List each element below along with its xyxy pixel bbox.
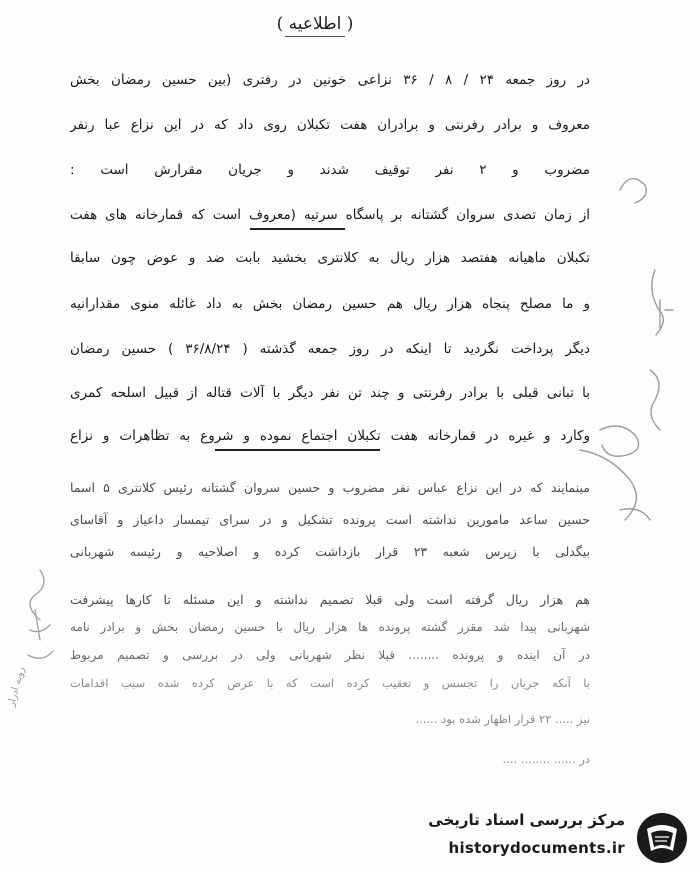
text-line-10: مینمایند که در این نزاع عباس نفر مضروب و حسین سروان گشتانه رئیس کلانتری ۵ اسما [70,480,590,495]
archive-name-fa: مرکز بررسی اسناد تاریخی [428,811,625,829]
margin-note-left: روبه ادرار [6,665,28,708]
text-line-3: مضروب و ۲ نفر توقیف شدند و جریان مقرارش است : [70,162,590,178]
title-underline [285,36,345,37]
right-margin-handwriting [560,150,700,570]
text-line-11: حسین ساعد مامورین نداشته است پرونده تشکیل و در سرای تیمسار داعیاز و آقاسای [70,512,590,527]
document-title: ( اطلاعیه ) [276,14,354,34]
underline-mark-1 [250,228,345,230]
text-line-14: شهربانی پیدا شد مقرر گشته پرونده ها هزار ریال با حسین رمضان بخش و برادر نامه [70,620,590,634]
text-line-17: نیز ..... ۲۲ قرار اظهار شده بود ...... [415,712,590,726]
underline-mark-2 [215,449,380,451]
text-line-6: و ما مصلح پنجاه هزار ریال هم حسین رمضان بخش به داد غائله منوی مقدارانیه [70,296,590,312]
text-line-16: با آنکه جریان را تجسس و تعقیب کرده است که با عرض کرده شده سبب اقدامات [70,676,590,690]
archive-emblem-icon [635,811,689,865]
text-line-18: در ...... ........ .... [502,752,590,766]
text-line-15: در آن اینده و پرونده ........ قبلا نظر شهربانی ولی در بررسی و تصمیم مربوط [70,648,590,662]
text-line-12: بیگدلی با زپرس شعبه ۲۳ قرار بازداشت کرده و اصلاحیه و رئیسه شهربانی [70,544,590,559]
archive-logo [410,807,695,867]
text-line-13: هم هزار ریال گرفته است ولی قبلا تصمیم نداشته و این مسئله تا کارها پیشرفت [70,592,590,607]
text-line-7: دیگر پرداخت نگردید تا اینکه در روز جمعه گذشته ( ۳۶/۸/۲۴ ) حسین رمضان [70,341,590,357]
archive-website: historydocuments.ir [448,839,625,857]
text-line-1: در روز جمعه ۲۴ / ۸ / ۳۶ نزاعی خونین در رفتری (بین حسین رمضان بخش [70,72,590,88]
text-line-2: معروف و برادر رفرنتی و برادران هفت تکبلان روی داد که در این نزاع عبا رنفر [70,117,590,133]
text-line-8: با تبانی قبلی با برادر رفرنتی و چند تن نفر دیگر با آلات قتاله از قبیل اسلحه کمری [70,385,590,401]
text-line-4: از زمان تصدی سروان گشتانه بر پاسگاه سرتیه (معروف است که قمارخانه های هفت [70,207,590,223]
text-line-5: تکبلان ماهیانه هفتصد هزار ریال به کلانتری بخشید بابت ضد و عوض چون سابقا [70,250,590,266]
text-line-9: وکارد و غیره در قمارخانه هفت تکبلان اجتماع نموده و شروع به تظاهرات و نزاع [70,428,590,444]
left-margin-handwriting [10,560,70,680]
